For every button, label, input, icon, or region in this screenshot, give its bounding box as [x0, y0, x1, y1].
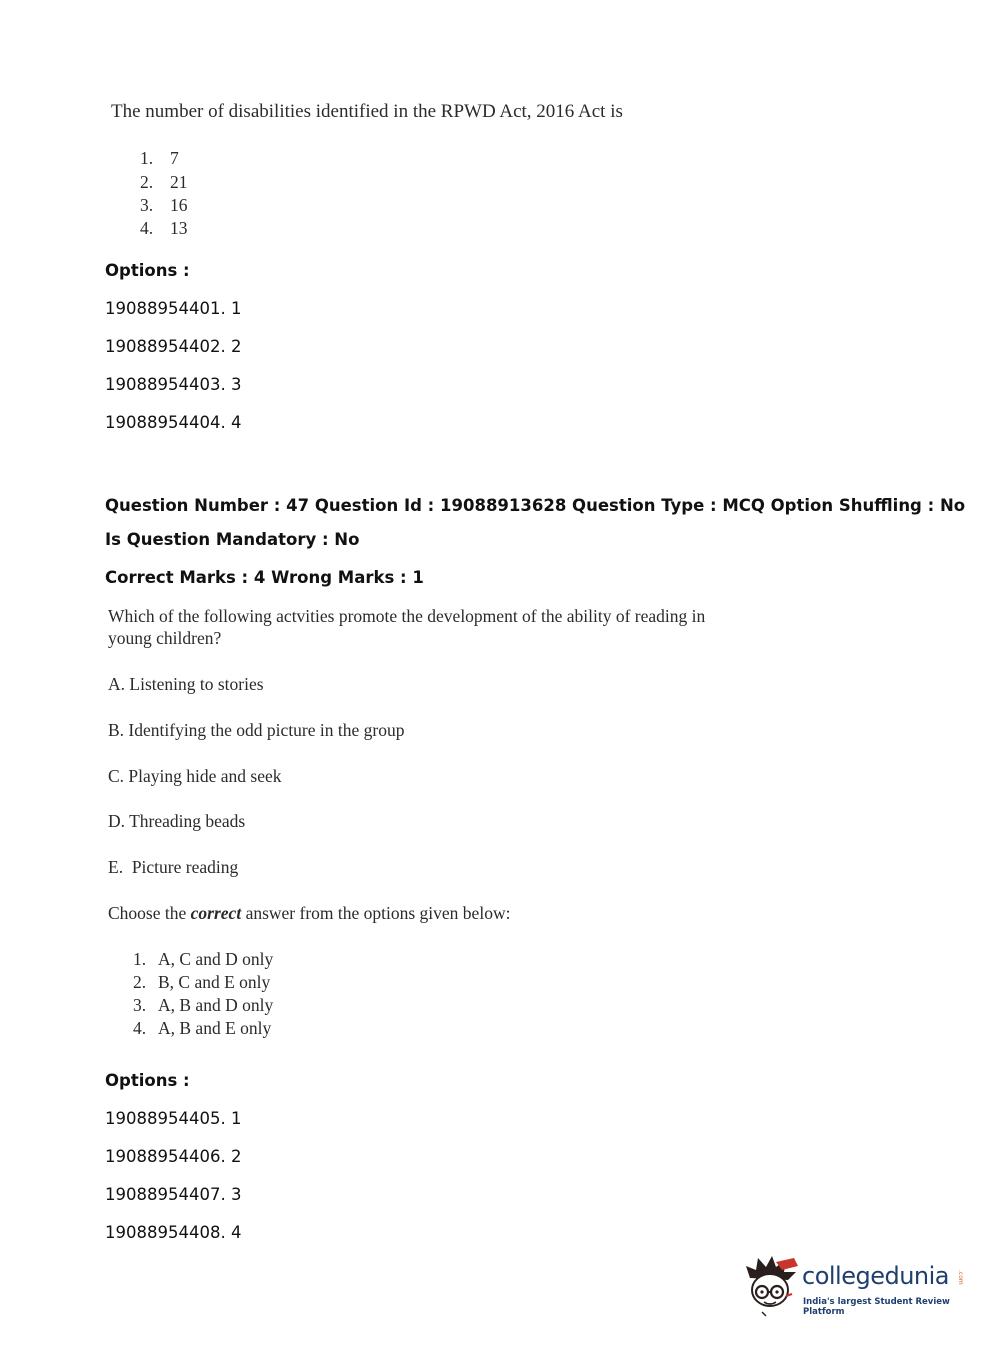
question-47-text: Which of the following actvities promote the development of the ability of reading in young children?: [108, 606, 706, 648]
q47-choice-2: [133, 972, 270, 993]
q47-meta-line-1: Question Number : 47 Question Id : 19088913628 Question Type : MCQ Option Shuffling : No: [105, 496, 966, 515]
q46-option-3: 19088954403. 3: [105, 375, 242, 394]
mascot-icon: [742, 1252, 804, 1318]
choice-number: 3.: [140, 195, 154, 215]
q46-choice-4: [140, 218, 188, 239]
q47-instruction: [108, 903, 510, 924]
choice-text: B, C and E only: [158, 972, 271, 992]
q47-option-1: 19088954405. 1: [105, 1109, 242, 1128]
choice-number: 3.: [133, 995, 147, 1015]
choice-text: A, C and D only: [158, 949, 274, 969]
instruction-emphasis: correct: [190, 903, 242, 923]
q47-option-2: 19088954406. 2: [105, 1147, 242, 1166]
logo-suffix: .com: [957, 1270, 964, 1285]
q47-item-b: B. Identifying the odd picture in the group: [108, 720, 405, 740]
q47-item-a: A. Listening to stories: [108, 674, 264, 694]
question-46-text: The number of disabilities identified in the RPWD Act, 2016 Act is: [111, 101, 623, 122]
q47-option-3: 19088954407. 3: [105, 1185, 242, 1204]
q46-option-2: 19088954402. 2: [105, 337, 242, 356]
logo-wordmark: collegedunia: [802, 1262, 950, 1290]
logo-tagline: India's largest Student Review Platform: [803, 1297, 950, 1317]
choice-number: 1.: [140, 148, 154, 168]
collegedunia-logo[interactable]: [742, 1252, 972, 1322]
q46-choice-1: [140, 148, 179, 169]
instruction-prefix: Choose the: [108, 903, 191, 923]
choice-text: 16: [170, 195, 188, 215]
q46-option-4: 19088954404. 4: [105, 413, 242, 432]
choice-text: 21: [170, 172, 188, 192]
instruction-suffix: answer from the options given below:: [241, 903, 511, 923]
q46-options-label: Options :: [105, 261, 190, 280]
choice-number: 1.: [133, 949, 147, 969]
q46-option-1: 19088954401. 1: [105, 299, 242, 318]
choice-number: 4.: [133, 1018, 147, 1038]
q47-item-e: E. Picture reading: [108, 857, 239, 877]
choice-number: 2.: [140, 172, 154, 192]
q46-choice-2: [140, 172, 188, 193]
q47-meta-line-2: Is Question Mandatory : No: [105, 530, 360, 549]
q47-meta-line-3: Correct Marks : 4 Wrong Marks : 1: [105, 568, 424, 587]
q47-choice-1: [133, 949, 273, 970]
q47-item-c: C. Playing hide and seek: [108, 766, 282, 786]
choice-text: 13: [170, 218, 188, 238]
choice-text: A, B and E only: [158, 1018, 272, 1038]
q47-option-4: 19088954408. 4: [105, 1223, 242, 1242]
q47-choice-3: [133, 995, 273, 1016]
q47-item-d: D. Threading beads: [108, 811, 246, 831]
choice-number: 4.: [140, 218, 154, 238]
choice-text: A, B and D only: [158, 995, 274, 1015]
q47-options-label: Options :: [105, 1071, 190, 1090]
choice-text: 7: [170, 148, 179, 168]
choice-number: 2.: [133, 972, 147, 992]
q47-choice-4: [133, 1018, 271, 1039]
q46-choice-3: [140, 195, 188, 216]
